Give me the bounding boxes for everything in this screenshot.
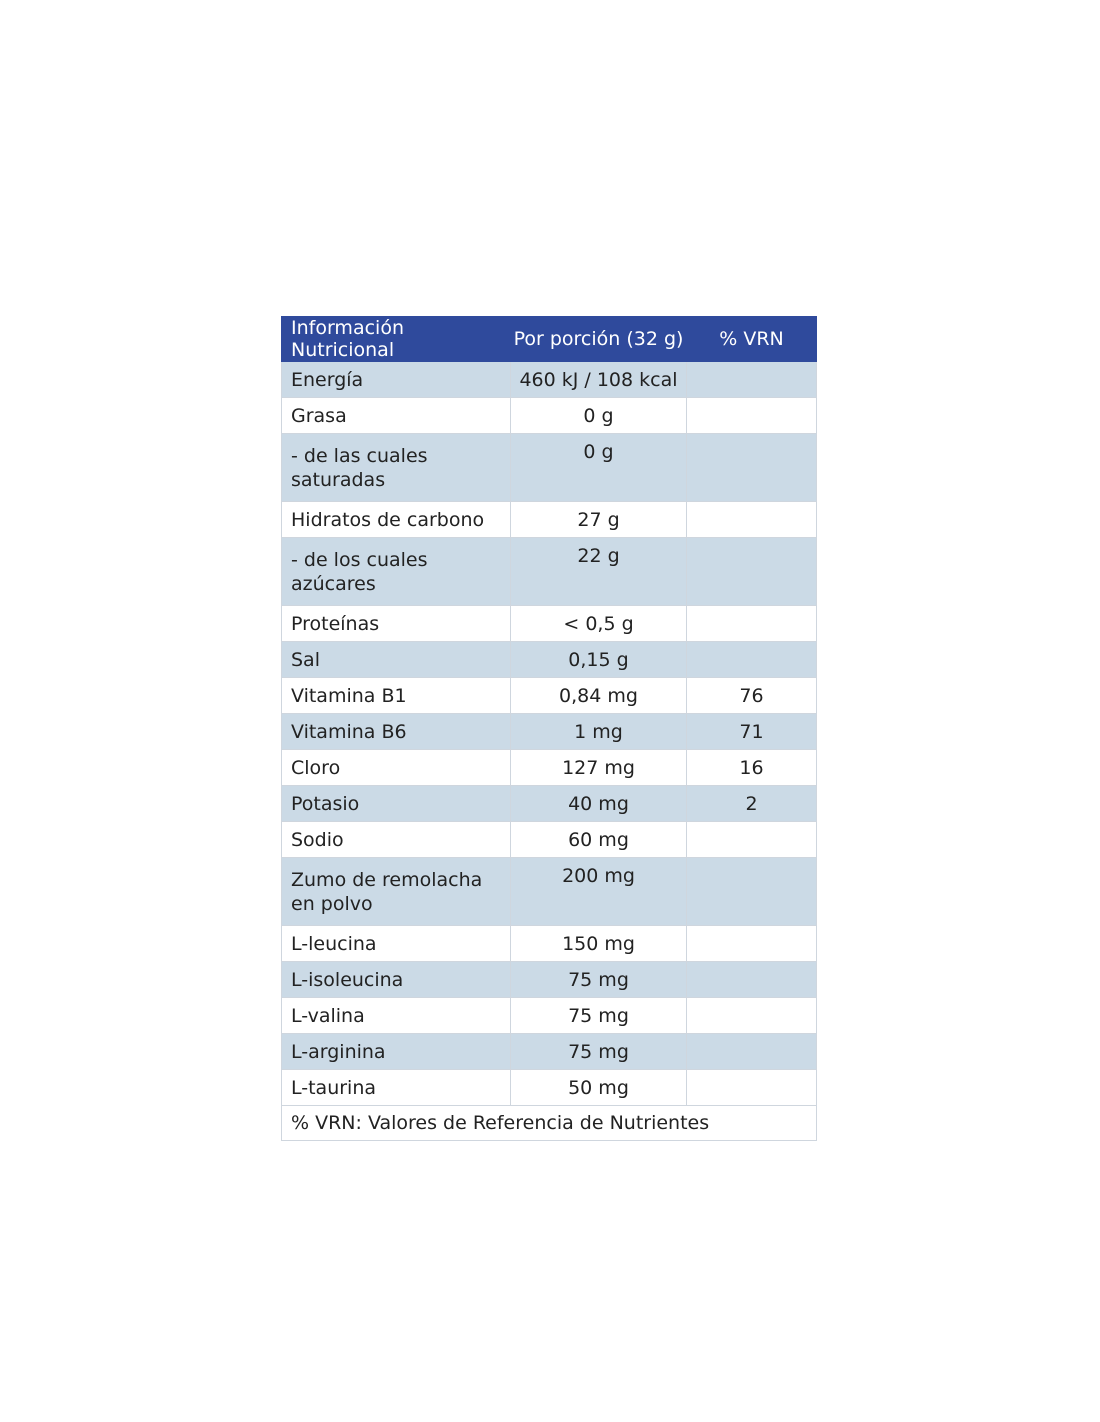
nutrient-vrn xyxy=(687,926,817,962)
nutrient-value: 127 mg xyxy=(511,750,687,786)
nutrient-value: 460 kJ / 108 kcal xyxy=(511,362,687,398)
nutrient-name: - de las cuales saturadas xyxy=(282,434,511,502)
nutrient-value: 75 mg xyxy=(511,1034,687,1070)
nutrient-vrn xyxy=(687,1070,817,1106)
table-row xyxy=(282,362,817,398)
nutrient-name: Energía xyxy=(282,362,511,398)
nutrient-value: 27 g xyxy=(511,502,687,538)
nutrient-name: Hidratos de carbono xyxy=(282,502,511,538)
nutrient-value: 0 g xyxy=(511,398,687,434)
nutrient-name: Proteínas xyxy=(282,606,511,642)
table-row xyxy=(282,714,817,750)
table-row xyxy=(282,538,817,606)
nutrient-value: 75 mg xyxy=(511,998,687,1034)
nutrient-name: Sal xyxy=(282,642,511,678)
nutrient-name: L-isoleucina xyxy=(282,962,511,998)
table-row xyxy=(282,678,817,714)
table-row xyxy=(282,1070,817,1106)
nutrient-vrn: 16 xyxy=(687,750,817,786)
nutrient-value: 200 mg xyxy=(511,858,687,926)
table-header-row xyxy=(282,317,817,362)
header-nutrition-info: Información Nutricional xyxy=(282,317,511,362)
nutrient-vrn xyxy=(687,1034,817,1070)
nutrient-vrn xyxy=(687,998,817,1034)
table-row xyxy=(282,398,817,434)
table-row xyxy=(282,822,817,858)
table-row xyxy=(282,434,817,502)
nutrient-vrn xyxy=(687,822,817,858)
table-row xyxy=(282,858,817,926)
table-row xyxy=(282,606,817,642)
nutrient-name: - de los cuales azúcares xyxy=(282,538,511,606)
nutrient-value: 0 g xyxy=(511,434,687,502)
footnote-row xyxy=(282,1106,817,1141)
nutrient-value: 50 mg xyxy=(511,1070,687,1106)
nutrient-vrn xyxy=(687,434,817,502)
nutrient-vrn xyxy=(687,858,817,926)
table-row xyxy=(282,642,817,678)
nutrient-value: 60 mg xyxy=(511,822,687,858)
nutrient-vrn xyxy=(687,538,817,606)
header-vrn: % VRN xyxy=(687,317,817,362)
nutrient-value: 40 mg xyxy=(511,786,687,822)
nutrient-vrn xyxy=(687,398,817,434)
header-per-portion: Por porción (32 g) xyxy=(511,317,687,362)
nutrient-name: Sodio xyxy=(282,822,511,858)
nutrient-value: 1 mg xyxy=(511,714,687,750)
nutrient-name: Cloro xyxy=(282,750,511,786)
table-row xyxy=(282,998,817,1034)
nutrient-vrn: 76 xyxy=(687,678,817,714)
nutrient-name: Zumo de remolacha en polvo xyxy=(282,858,511,926)
nutrient-vrn xyxy=(687,502,817,538)
nutrient-value: 22 g xyxy=(511,538,687,606)
nutrient-name: Vitamina B1 xyxy=(282,678,511,714)
nutrient-name: L-valina xyxy=(282,998,511,1034)
table-row xyxy=(282,962,817,998)
nutrient-value: 0,84 mg xyxy=(511,678,687,714)
table-row xyxy=(282,750,817,786)
nutrient-value: 0,15 g xyxy=(511,642,687,678)
nutrient-vrn xyxy=(687,962,817,998)
table-row xyxy=(282,926,817,962)
nutrient-value: < 0,5 g xyxy=(511,606,687,642)
nutrient-name: L-leucina xyxy=(282,926,511,962)
nutrient-value: 75 mg xyxy=(511,962,687,998)
table-row xyxy=(282,1034,817,1070)
table-row xyxy=(282,502,817,538)
nutrient-name: Grasa xyxy=(282,398,511,434)
nutrient-vrn xyxy=(687,606,817,642)
nutrient-value: 150 mg xyxy=(511,926,687,962)
nutrient-vrn: 71 xyxy=(687,714,817,750)
nutrient-vrn: 2 xyxy=(687,786,817,822)
nutrient-name: L-taurina xyxy=(282,1070,511,1106)
nutrient-name: Vitamina B6 xyxy=(282,714,511,750)
nutrition-table xyxy=(281,316,817,1141)
nutrient-vrn xyxy=(687,642,817,678)
nutrient-name: L-arginina xyxy=(282,1034,511,1070)
table-row xyxy=(282,786,817,822)
footnote: % VRN: Valores de Referencia de Nutrientes xyxy=(282,1106,817,1141)
nutrient-name: Potasio xyxy=(282,786,511,822)
nutrient-vrn xyxy=(687,362,817,398)
